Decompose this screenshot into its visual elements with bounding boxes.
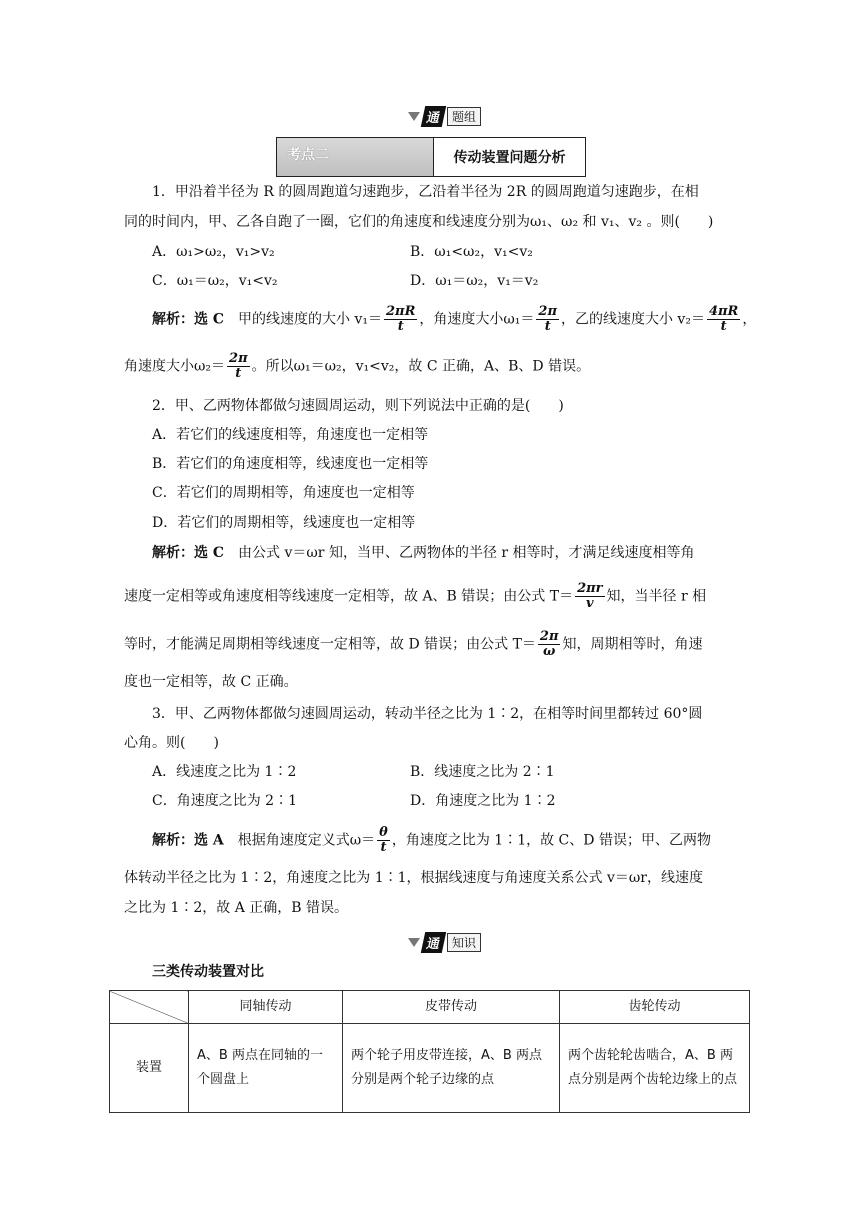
q2-sol-l3b: 知，周期相等时，角速 (562, 636, 703, 653)
topic-left-label: 考点二 (287, 147, 329, 163)
frac-den: t (544, 319, 551, 334)
q1-sol-l1c: ，乙的线速度大小 v₂＝ (560, 311, 705, 328)
q1-solution-line1: 解析：选 C 甲的线速度的大小 v₁＝ $\frac{2\pi R}{t}$ ，角速度大小ω₁＝ $\frac{2\pi}{t}$ ，乙的线速度大小 v₂＝ $\frac{4\pi R}{t}$ ， (152, 304, 757, 334)
q2-solution-line1 (152, 543, 695, 563)
frac-num: 2πr (577, 581, 603, 596)
q2-option-c: C．若它们的周期相等，角速度也一定相等 (152, 485, 415, 501)
cell-coaxial: A、B 两点在同轴的一个圆盘上 (189, 1024, 343, 1113)
frac-den: v (586, 596, 594, 611)
q1-frac1 (384, 305, 417, 334)
frac-num: θ (379, 825, 388, 840)
frac-den: ω (543, 644, 556, 659)
q3-frac1 (377, 826, 390, 855)
q3-sol-label: 解析：选 A (152, 832, 224, 849)
q3-option-d: D．角速度之比为 1∶2 (410, 793, 556, 809)
q1-sol-label: 解析：选 C (152, 311, 225, 328)
q1-sol-l2a: 角速度大小ω₂＝ (124, 358, 226, 375)
q2-option-b: B．若它们的角速度相等，线速度也一定相等 (152, 456, 429, 472)
q1-frac2 (536, 305, 559, 334)
q2-solution-line4: 度也一定相等，故 C 正确。 (124, 674, 298, 690)
q2-stem: 2．甲、乙两物体都做匀速圆周运动，则下列说法中正确的是( ) (152, 398, 564, 414)
frac-den: t (397, 319, 404, 334)
section-badge-zhishi (408, 931, 481, 953)
q1-sol-l1a: 甲的线速度的大小 v₁＝ (238, 311, 383, 328)
q1-frac4 (227, 352, 250, 381)
tong-label: 通 (421, 106, 446, 127)
topic-header (276, 137, 586, 177)
q1-option-c: C．ω₁＝ω₂，v₁<v₂ (152, 273, 278, 289)
q3-line2: 心角。则( ) (124, 735, 219, 751)
topic-left (277, 138, 434, 176)
zhishi-label: 知识 (447, 933, 481, 952)
cell-belt: 两个轮子用皮带连接，A、B 两点分别是两个轮子边缘的点 (343, 1024, 560, 1113)
q2-frac1 (575, 582, 604, 611)
q2-solution-line2 (124, 582, 706, 611)
cell-gear: 两个齿轮轮齿啮合，A、B 两点分别是两个齿轮边缘上的点 (560, 1024, 750, 1113)
q1-solution-line2 (124, 352, 590, 381)
frac-den: t (235, 366, 242, 381)
comparison-table (109, 990, 750, 1113)
q3-option-a: A．线速度之比为 1∶2 (152, 764, 297, 780)
q2-frac2 (538, 630, 561, 659)
q2-sol-label: 解析：选 C (152, 545, 225, 561)
frac-num: 2π (538, 304, 557, 319)
q2-option-a: A．若它们的线速度相等，角速度也一定相等 (152, 427, 429, 443)
frac-num: 2πR (386, 304, 416, 319)
frac-num: 4πR (708, 304, 739, 319)
q1-line1: 1．甲沿着半径为 R 的圆周跑道匀速跑步，乙沿着半径为 2R 的圆周跑道匀速跑步，在相 (152, 184, 699, 200)
q3-sol-l1b: ，角速度之比为 1∶1，故 C、D 错误；甲、乙两物 (391, 832, 711, 849)
q3-line1: 3．甲、乙两物体都做匀速圆周运动，转动半径之比为 1∶2，在相等时间里都转过 60°圆 (152, 706, 703, 722)
q3-option-c: C．角速度之比为 2∶1 (152, 793, 297, 809)
q2-sol-l1: 由公式 v＝ωr 知，当甲、乙两物体的半径 r 相等时，才满足线速度相等角 (238, 545, 695, 561)
frac-num: 2π (229, 351, 248, 366)
q2-sol-l3a: 等时，才能满足周期相等线速度一定相等，故 D 错误；由公式 T＝ (124, 636, 536, 653)
topic-title: 传动装置问题分析 (453, 150, 566, 166)
q1-frac3 (707, 305, 740, 334)
triangle-icon (408, 112, 420, 121)
row-label: 装置 (110, 1024, 189, 1113)
q3-option-b: B．线速度之比为 2∶1 (410, 764, 555, 780)
table-header-row (110, 991, 750, 1024)
frac-num: 2π (539, 629, 559, 644)
q1-line2: 同的时间内，甲、乙各自跑了一圈，它们的角速度和线速度分别为ω₁、ω₂ 和 v₁、v₂ 。则( ) (124, 214, 714, 230)
tizu-label: 题组 (447, 107, 481, 126)
q3-solution-line1 (152, 826, 711, 855)
header-belt: 皮带传动 (343, 991, 560, 1024)
q3-solution-line3: 之比为 1∶2，故 A 正确，B 错误。 (124, 900, 349, 916)
section-badge-tizu (408, 105, 481, 127)
q2-sol-l2a: 速度一定相等或角速度相等线速度一定相等，故 A、B 错误；由公式 T＝ (124, 588, 574, 605)
tong-label: 通 (421, 932, 446, 953)
q3-solution-line2: 体转动半径之比为 1∶2，角速度之比为 1∶1，根据线速度与角速度关系公式 v＝ωr，线速度 (124, 870, 703, 886)
triangle-icon (408, 938, 420, 947)
q1-option-a: A．ω₁>ω₂，v₁>v₂ (152, 244, 275, 260)
q1-option-b: B．ω₁<ω₂，v₁<v₂ (410, 244, 533, 260)
table-title: 三类传动装置对比 (152, 964, 264, 980)
q1-sol-l2b: 。所以ω₁＝ω₂，v₁<v₂，故 C 正确，A、B、D 错误。 (251, 358, 591, 375)
q1-option-d: D．ω₁＝ω₂，v₁＝v₂ (410, 273, 539, 289)
table-row (110, 1024, 750, 1113)
q2-solution-line3 (124, 630, 702, 659)
q3-sol-l1a: 根据角速度定义式ω＝ (237, 832, 376, 849)
frac-den: t (380, 840, 387, 855)
header-coaxial: 同轴传动 (189, 991, 343, 1024)
q2-option-d: D．若它们的周期相等，线速度也一定相等 (152, 515, 416, 531)
q2-sol-l2b: 知，当半径 r 相 (606, 588, 707, 605)
header-gear: 齿轮传动 (560, 991, 750, 1024)
table-corner-cell (110, 991, 189, 1024)
frac-den: t (720, 319, 727, 334)
q1-sol-l1b: ，角速度大小ω₁＝ (419, 311, 535, 328)
